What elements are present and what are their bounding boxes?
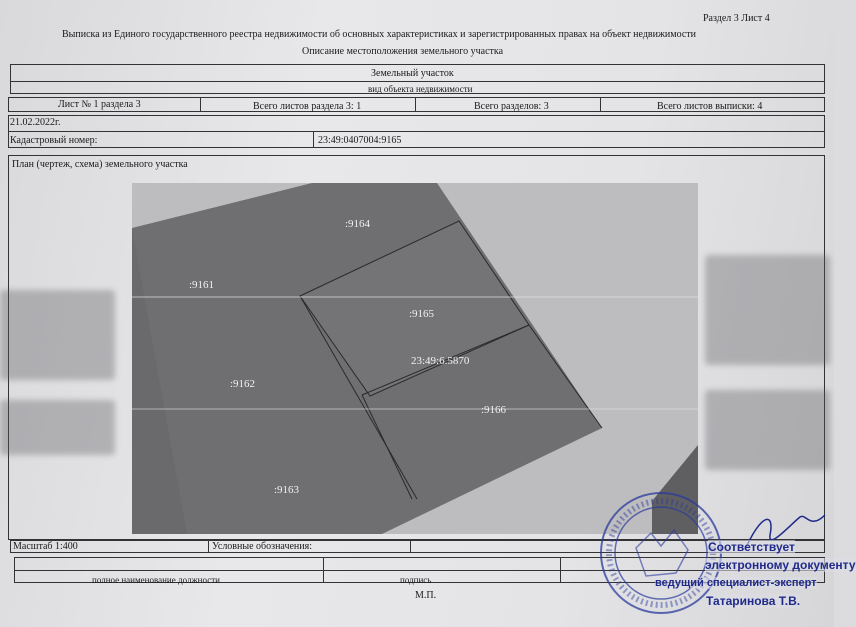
divider [560,557,561,583]
signature-label: подпись [400,575,432,585]
seal-label: М.П. [415,590,437,601]
signature-scribble [740,505,830,565]
scale: Масштаб 1:400 [13,541,78,552]
parcel-label: :9163 [274,484,300,496]
object-kind-label: вид объекта недвижимости [368,84,473,94]
scan-smudge [705,255,830,365]
parcel-label: :9161 [189,279,215,291]
divider [415,97,416,112]
divider [10,81,825,82]
divider [600,97,601,112]
section-page-number: Раздел 3 Лист 4 [703,13,770,24]
extract-date: 21.02.2022г. [10,117,61,128]
stamp-line: электронному документу [705,558,856,572]
divider [208,540,209,553]
parcel-label: :9164 [345,218,371,230]
scan-smudge [0,290,115,380]
divider [8,131,825,132]
plan-label: План (чертеж, схема) земельного участка [12,159,188,170]
document-title: Выписка из Единого государственного реестра недвижимости об основных характеристиках и зарегистрированных правах на объект недвижимости [62,29,697,40]
total-sheets-section: Всего листов раздела 3: 1 [253,101,362,112]
cadastral-label: Кадастровый номер: [10,135,98,146]
parcel-label: :9162 [230,378,256,390]
total-sections: Всего разделов: 3 [474,101,549,112]
scan-smudge [705,390,830,470]
divider [200,97,201,112]
stamp-line: Татаринова Т.В. [706,594,801,608]
stamp-line: Соответствует [708,540,795,554]
parcel-label: :9165 [409,308,435,320]
scan-smudge [0,400,115,455]
divider [313,131,314,148]
parcel-label: 23:49:6.5870 [411,355,470,367]
document-subtitle: Описание местоположения земельного участка [302,46,504,57]
object-type: Земельный участок [371,68,454,79]
divider [410,540,411,553]
sheet-number: Лист № 1 раздела 3 [58,99,141,110]
legend-label: Условные обозначения: [212,541,313,552]
divider [323,557,324,583]
total-sheets-extract: Всего листов выписки: 4 [657,101,763,112]
cadastral-number: 23:49:0407004:9165 [318,135,402,146]
parcel-label: :9166 [481,404,507,416]
position-label: полное наименование должности [92,575,220,585]
stamp-line: ведущий специалист-эксперт [655,577,817,589]
